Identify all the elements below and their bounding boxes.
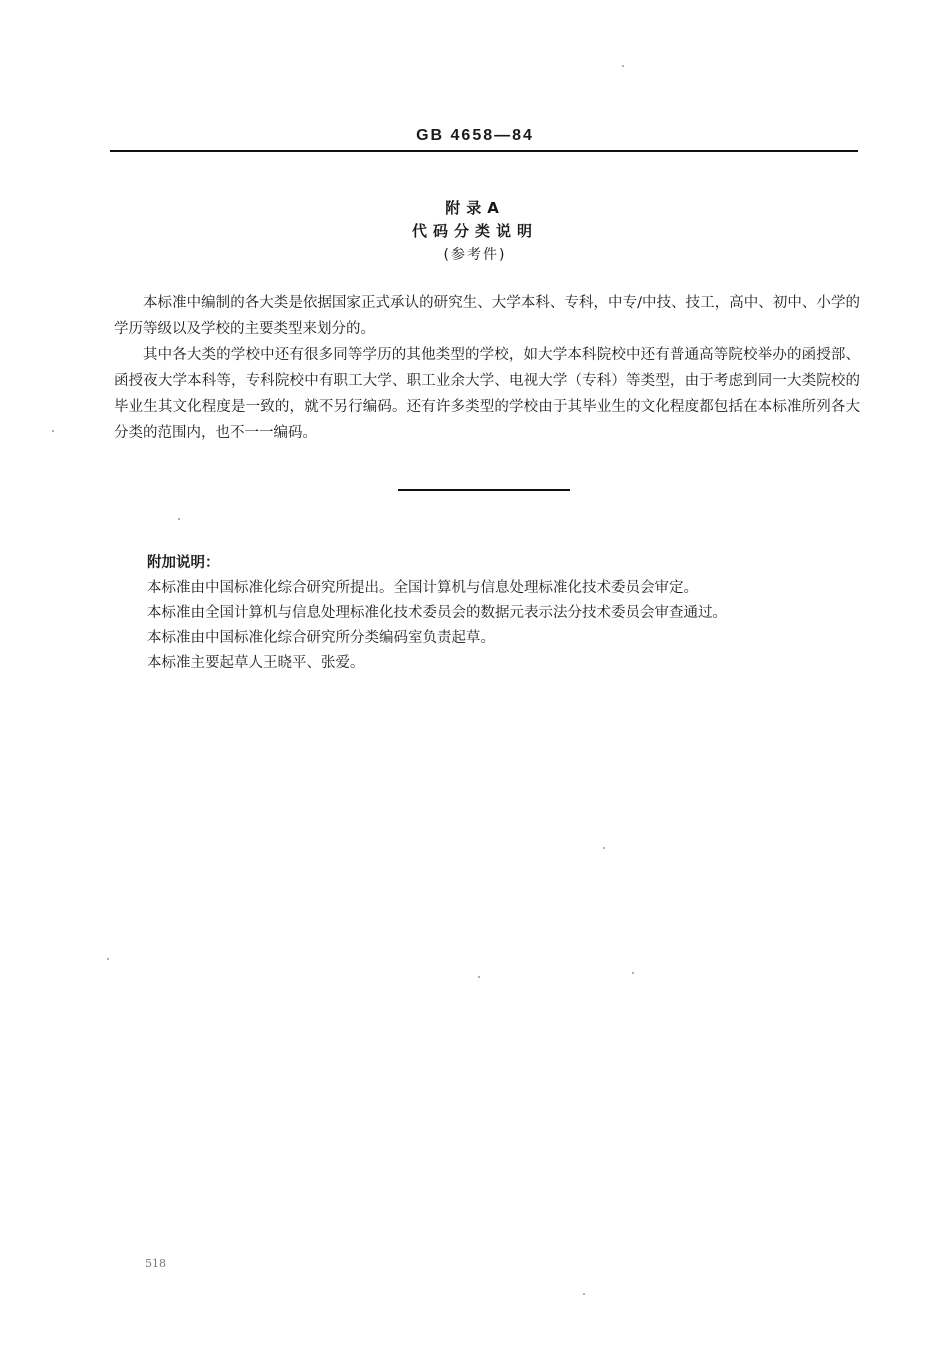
scan-speck xyxy=(52,430,54,432)
appendix-label: 附录A xyxy=(445,199,505,217)
notes-heading: 附加说明： xyxy=(147,555,220,571)
notes-line: 本标准由中国标准化综合研究所分类编码室负责起草。 xyxy=(147,630,495,646)
scan-speck xyxy=(583,1293,585,1295)
page-number: 518 xyxy=(145,1257,166,1270)
end-rule xyxy=(398,489,570,491)
scan-speck xyxy=(178,518,180,520)
scan-speck xyxy=(603,847,605,849)
appendix-note: (参考件) xyxy=(443,247,507,263)
appendix-title: 代码分类说明 xyxy=(411,222,538,240)
body-paragraph: 本标准中编制的各大类是依据国家正式承认的研究生、大学本科、专科，中专/中技、技工，高中、初中、小学的学历等级以及学校的主要类型来划分的。 xyxy=(114,295,860,337)
additional-notes xyxy=(147,551,867,676)
scan-speck xyxy=(478,976,480,978)
header-rule xyxy=(110,150,858,152)
standard-number: GB 4658—84 xyxy=(416,127,534,144)
scan-speck xyxy=(632,972,634,974)
body-paragraph: 其中各大类的学校中还有很多同等学历的其他类型的学校，如大学本科院校中还有普通高等院校举办的函授部、函授夜大学本科等，专科院校中有职工大学、职工业余大学、电视大学（专科）等类型，由于考虑到同一大类院校的毕业生其文化程度是一致的，就不另行编码。还有许多类型的学校由于其毕业生的文化程度都包括在本标准所列各大分类的范围内，也不一一编码。 xyxy=(114,347,860,441)
scan-speck xyxy=(622,65,624,67)
notes-line: 本标准由中国标准化综合研究所提出。全国计算机与信息处理标准化技术委员会审定。 xyxy=(147,580,698,596)
notes-line: 本标准主要起草人王晓平、张爱。 xyxy=(147,655,365,671)
notes-line: 本标准由全国计算机与信息处理标准化技术委员会的数据元表示法分技术委员会审查通过。 xyxy=(147,605,727,621)
scan-speck xyxy=(107,958,109,960)
appendix-body xyxy=(114,290,860,446)
